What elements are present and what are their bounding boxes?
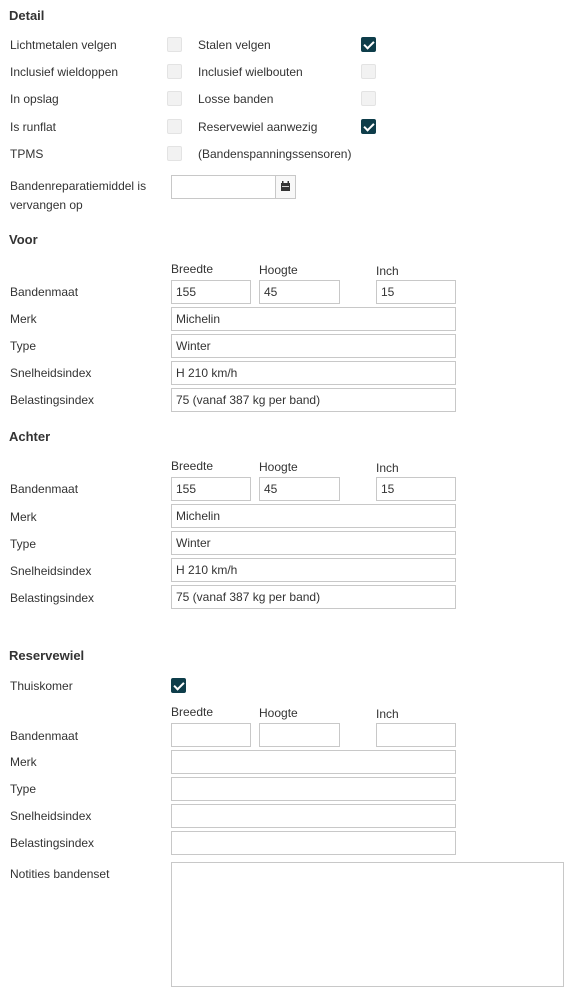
reserve-inch-input[interactable] — [376, 723, 456, 747]
voor-bandenmaat-label: Bandenmaat — [10, 285, 79, 299]
voor-inch-input[interactable]: 15 — [376, 280, 456, 304]
reserve-bandenmaat-label: Bandenmaat — [10, 729, 79, 743]
achter-belasting-input[interactable]: 75 (vanaf 387 kg per band) — [171, 585, 456, 609]
date-picker-button[interactable] — [275, 175, 296, 199]
stalen-velgen-checkbox[interactable] — [361, 37, 376, 52]
tpms-label: TPMS — [10, 147, 44, 161]
achter-type-input[interactable]: Winter — [171, 531, 456, 555]
achter-belasting-label: Belastingsindex — [10, 591, 95, 605]
reserve-merk-input[interactable] — [171, 750, 456, 774]
reserve-type-label: Type — [10, 782, 37, 796]
achter-snelheid-input[interactable]: H 210 km/h — [171, 558, 456, 582]
repair-kit-label-line2: vervangen op — [10, 198, 83, 212]
repair-date-input[interactable] — [171, 175, 276, 199]
achter-merk-input[interactable]: Michelin — [171, 504, 456, 528]
voor-col-hoogte: Hoogte — [259, 263, 298, 277]
tpms-checkbox[interactable] — [167, 146, 182, 161]
voor-belasting-label: Belastingsindex — [10, 393, 95, 407]
inclusief-wielbouten-checkbox[interactable] — [361, 64, 376, 79]
lichtmetalen-velgen-checkbox[interactable] — [167, 37, 182, 52]
reserve-col-inch: Inch — [376, 707, 399, 721]
voor-col-inch: Inch — [376, 264, 399, 278]
in-opslag-checkbox[interactable] — [167, 91, 182, 106]
repair-kit-label-line1: Bandenreparatiemiddel is — [10, 179, 147, 193]
section-title-reservewiel: Reservewiel — [9, 648, 85, 663]
achter-type-label: Type — [10, 537, 37, 551]
losse-banden-label: Losse banden — [198, 92, 274, 106]
reserve-merk-label: Merk — [10, 755, 37, 769]
achter-snelheid-label: Snelheidsindex — [10, 564, 92, 578]
is-runflat-checkbox[interactable] — [167, 119, 182, 134]
achter-col-hoogte: Hoogte — [259, 460, 298, 474]
voor-col-breedte: Breedte — [171, 262, 214, 276]
inclusief-wieldoppen-label: Inclusief wieldoppen — [10, 65, 119, 79]
thuiskomer-checkbox[interactable] — [171, 678, 186, 693]
achter-breedte-input[interactable]: 155 — [171, 477, 251, 501]
section-title-voor: Voor — [9, 232, 38, 247]
reserve-belasting-input[interactable] — [171, 831, 456, 855]
achter-col-inch: Inch — [376, 461, 399, 475]
section-title-detail: Detail — [9, 8, 45, 23]
notities-textarea[interactable] — [171, 862, 564, 987]
reserve-breedte-input[interactable] — [171, 723, 251, 747]
reserve-type-input[interactable] — [171, 777, 456, 801]
voor-merk-input[interactable]: Michelin — [171, 307, 456, 331]
reserve-snelheid-label: Snelheidsindex — [10, 809, 92, 823]
reservewiel-aanwezig-checkbox[interactable] — [361, 119, 376, 134]
voor-breedte-input[interactable]: 155 — [171, 280, 251, 304]
inclusief-wielbouten-label: Inclusief wielbouten — [198, 65, 303, 79]
reserve-col-breedte: Breedte — [171, 705, 214, 719]
voor-snelheid-label: Snelheidsindex — [10, 366, 92, 380]
achter-col-breedte: Breedte — [171, 459, 214, 473]
reserve-col-hoogte: Hoogte — [259, 706, 298, 720]
losse-banden-checkbox[interactable] — [361, 91, 376, 106]
stalen-velgen-label: Stalen velgen — [198, 38, 271, 52]
achter-bandenmaat-label: Bandenmaat — [10, 482, 79, 496]
voor-hoogte-input[interactable]: 45 — [259, 280, 340, 304]
tpms-note: (Bandenspanningssensoren) — [198, 147, 352, 161]
achter-hoogte-input[interactable]: 45 — [259, 477, 340, 501]
reserve-belasting-label: Belastingsindex — [10, 836, 95, 850]
voor-snelheid-input[interactable]: H 210 km/h — [171, 361, 456, 385]
voor-merk-label: Merk — [10, 312, 37, 326]
reserve-snelheid-input[interactable] — [171, 804, 456, 828]
is-runflat-label: Is runflat — [10, 120, 57, 134]
achter-inch-input[interactable]: 15 — [376, 477, 456, 501]
inclusief-wieldoppen-checkbox[interactable] — [167, 64, 182, 79]
voor-type-input[interactable]: Winter — [171, 334, 456, 358]
calendar-icon — [276, 176, 295, 198]
in-opslag-label: In opslag — [10, 92, 59, 106]
voor-type-label: Type — [10, 339, 37, 353]
reservewiel-aanwezig-label: Reservewiel aanwezig — [198, 120, 318, 134]
section-title-achter: Achter — [9, 429, 51, 444]
voor-belasting-input[interactable]: 75 (vanaf 387 kg per band) — [171, 388, 456, 412]
thuiskomer-label: Thuiskomer — [10, 679, 73, 693]
reserve-hoogte-input[interactable] — [259, 723, 340, 747]
notities-label: Notities bandenset — [10, 867, 110, 881]
achter-merk-label: Merk — [10, 510, 37, 524]
lichtmetalen-velgen-label: Lichtmetalen velgen — [10, 38, 117, 52]
